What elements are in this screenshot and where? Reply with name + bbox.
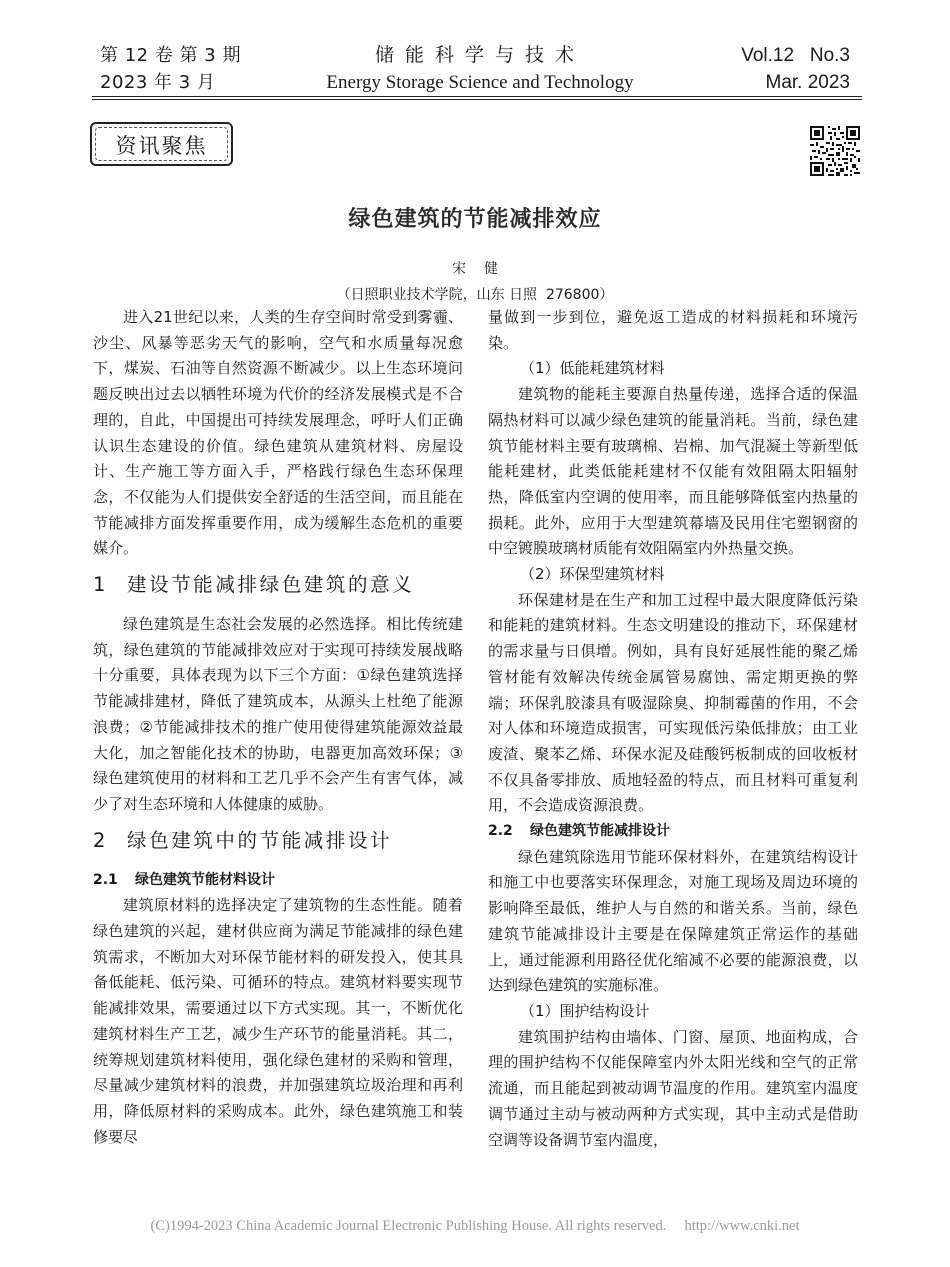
- section-1-number: 1: [93, 573, 109, 597]
- header-rule-bottom: [92, 99, 862, 100]
- section-2-title: 绿色建筑中的节能减排设计: [127, 828, 393, 852]
- subsection-3-paragraph: 建筑围护结构由墙体、门窗、屋顶、地面构成，合理的围护结构不仅能保障室内外太阳光线和空气的正常流通，而且能起到被动调节温度的作用。建筑室内温度调节通过主动与被动两种方式实现，其中主动式是借助空调等设备调节室内温度，: [488, 1027, 858, 1149]
- left-column: [93, 305, 463, 1150]
- date-cn: 2023 年 3 月: [100, 72, 216, 93]
- section-2-2-title: 绿色建筑节能减排设计: [530, 823, 670, 840]
- section-2-1-paragraph: 建筑原材料的选择决定了建筑物的生态性能。随着绿色建筑的兴起，建材供应商为满足节能减排的绿色建筑需求，不断加大对环保节能材料的研发投入，使其具备低能耗、低污染、可循环的特点。建筑材料要实现节能减排效果，需要通过以下方式实现。其一，不断优化建筑材料生产工艺，减少生产环节的能量消耗。其二，统筹规划建筑材料使用，强化绿色建材的采购和管理，尽量减少建筑材料的浪费，并加强建筑垃圾治理和再利用，降低原材料的采购成本。此外，绿色建筑施工和装修要尽: [93, 896, 463, 1146]
- subsection-2-title: （2）环保型建筑材料: [520, 565, 665, 584]
- qr-code-icon: [810, 126, 860, 176]
- section-2-2-paragraph: 绿色建筑除选用节能环保材料外，在建筑结构设计和施工中也要落实环保理念，对施工现场及周边环境的影响降至最低，维护人与自然的和谐关系。当前，绿色建筑节能减排设计主要是在保障建筑正常运作的基础上，通过能源利用路径优化缩减不必要的能源浪费，以达到绿色建筑的实施标准。: [488, 847, 858, 995]
- issue-info-en: [741, 42, 850, 96]
- volume-issue-cn: 第 12 卷 第 3 期: [100, 45, 241, 66]
- section-2-number: 2: [93, 828, 109, 852]
- subsection-1-title: （1）低能耗建筑材料: [520, 359, 665, 378]
- intro-paragraph: 进入21世纪以来，人类的生存空间时常受到雾霾、沙尘、风暴等恶劣天气的影响，空气和水质量每况愈下，煤炭、石油等自然资源不断减少。以上生态环境问题反映出过去以牺牲环境为代价的经济发展模式是不合理的，自此，中国提出可持续发展理念，呼吁人们正确认识生态建设的价值。绿色建筑从建筑材料、房屋设计、生产施工等方面入手，严格践行绿色生态环保理念，不仅能为人们提供安全舒适的生活空间，而且能在节能减排方面发挥重要作用，成为缓解生态危机的重要媒介。: [93, 308, 463, 558]
- section-2-1-heading: [93, 868, 463, 894]
- section-2-heading: [93, 818, 463, 868]
- section-2-2-heading: [488, 819, 858, 845]
- header-rule-top: [92, 96, 862, 97]
- right-column: [488, 305, 858, 1153]
- subsection-2-paragraph: 环保建材是在生产和加工过程中最大限度降低污染和能耗的建筑材料。生态文明建设的推动下，环保建材的需求量与日俱增。例如，具有良好延展性能的聚乙烯管材能有效解决传统金属管易腐蚀、需定期更换的弊端；环保乳胶漆具有吸湿除臭、抑制霉菌的作用，不会对人体和环境造成损害，可实现低污染低排放；由工业废渣、聚苯乙烯、环保水泥及硅酸钙板制成的回收板材不仅具备零排放、质地轻盈的特点，而且材料可重复利用，不会造成资源浪费。: [488, 590, 858, 815]
- column-tag-label: 资讯聚焦: [115, 134, 208, 158]
- section-1-title: 建设节能减排绿色建筑的意义: [127, 573, 415, 597]
- date-en: Mar. 2023: [765, 72, 850, 93]
- article-title: 绿色建筑的节能减排效应: [348, 207, 602, 232]
- subsection-1-paragraph: 建筑物的能耗主要源自热量传递，选择合适的保温隔热材料可以减少绿色建筑的能量消耗。当前，绿色建筑节能材料主要有玻璃棉、岩棉、加气混凝土等新型低能耗建材，此类低能耗建材不仅能有效阻隔太阳辐射热，降低室内空调的使用率，而且能够降低室内热量的损耗。此外，应用于大型建筑幕墙及民用住宅塑钢窗的中空镀膜玻璃材质能有效阻隔室内外热量交换。: [488, 385, 858, 558]
- section-2-1-title: 绿色建筑节能材料设计: [135, 871, 275, 888]
- section-2-2-number: 2.2: [488, 823, 513, 840]
- column-tag: [90, 122, 233, 166]
- journal-name: [300, 42, 660, 96]
- section-1-heading: [93, 562, 463, 612]
- issue-info: [100, 42, 241, 96]
- author-name: 宋健: [452, 261, 516, 277]
- journal-name-en: Energy Storage Science and Technology: [326, 72, 634, 93]
- continued-paragraph: 量做到一步到位，避免返工造成的材料损耗和环境污染。: [488, 308, 858, 352]
- volume-issue-en: Vol.12 No.3: [741, 45, 850, 66]
- section-1-paragraph: 绿色建筑是生态社会发展的必然选择。相比传统建筑，绿色建筑的节能减排效应对于实现可持续发展战略十分重要，具体表现为以下三个方面：①绿色建筑选择节能减排建材，降低了建筑成本，从源头上杜绝了能源浪费；②节能减排技术的推广使用使得建筑能源效益最大化，加之智能化技术的协助，电器更加高效环保；③绿色建筑使用的材料和工艺几乎不会产生有害气体，减少了对生态环境和人体健康的威胁。: [93, 615, 463, 813]
- author-affiliation: （日照职业技术学院，山东 日照 276800）: [336, 287, 614, 303]
- copyright-footer: (C)1994-2023 China Academic Journal Electronic Publishing House. All rights reserved. http://www.cnki.net: [150, 1218, 800, 1234]
- section-2-1-number: 2.1: [93, 871, 118, 888]
- subsection-3-title: （1）围护结构设计: [520, 1001, 650, 1020]
- journal-name-cn: 储能科学与技术: [374, 44, 585, 66]
